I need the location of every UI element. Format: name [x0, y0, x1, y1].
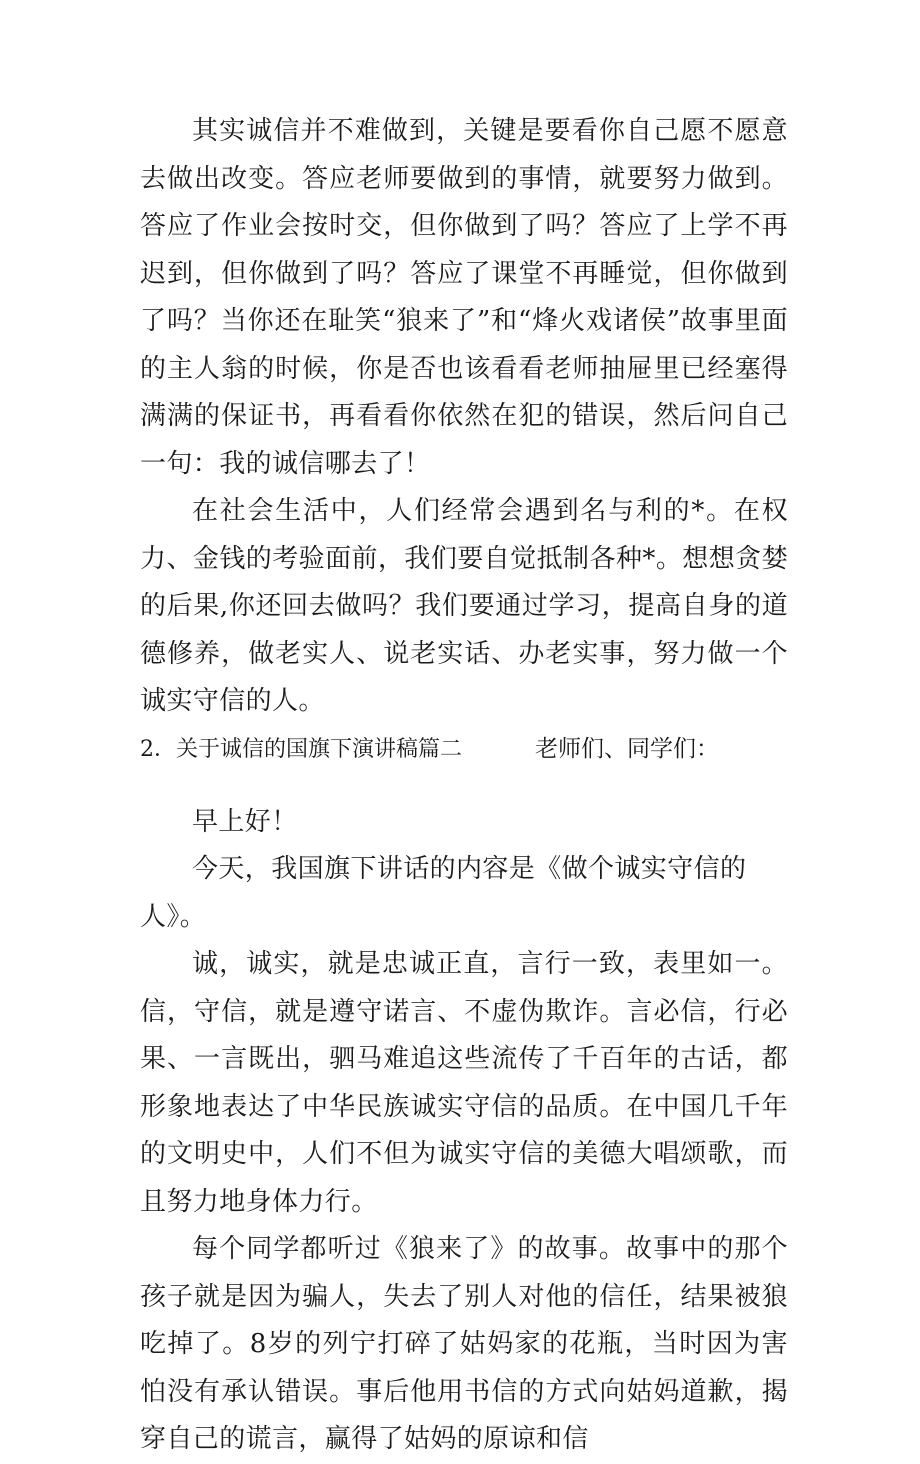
section-title: 2．关于诚信的国旗下演讲稿篇二: [140, 736, 462, 762]
speech-greeting: 老师们、同学们：: [535, 735, 719, 762]
document-body: [140, 108, 788, 1464]
body-paragraph: 今天，我国旗下讲话的内容是《做个诚实守信的人》。: [140, 854, 747, 932]
body-paragraph: 其实诚信并不难做到，关键是要看你自己愿不愿意去做出改变。答应老师要做到的事情，就要努力做到。答应了作业会按时交，但你做到了吗？答应了上学不再迟到，但你做到了吗？答应了课堂不再睡觉，但你做到了吗？当你还在耻笑“狼来了”和“烽火戏诸侯”故事里面的主人翁的时候，你是否也该看看老师抽屉里已经塞得满满的保证书，再看看你依然在犯的错误，然后问自己一句：我的诚信哪去了！: [140, 116, 788, 479]
body-paragraph: 每个同学都听过《狼来了》的故事。故事中的那个孩子就是因为骗人，失去了别人对他的信任，结果被狼吃掉了。8岁的列宁打碎了姑妈家的花瓶，当时因为害怕没有承认错误。事后他用书信的方式向姑妈道歉，揭穿自己的谎言，赢得了姑妈的原谅和信: [140, 1234, 788, 1454]
body-paragraph: 诚，诚实，就是忠诚正直，言行一致，表里如一。信，守信，就是遵守诺言、不虚伪欺诈。言必信，行必果、一言既出，驷马难追这些流传了千百年的古话，都形象地表达了中华民族诚实守信的品质。在中国几千年的文明史中，人们不但为诚实守信的美德大唱颂歌，而且努力地身体力行。: [140, 949, 788, 1217]
blank-line: [140, 773, 788, 799]
body-paragraph: 在社会生活中，人们经常会遇到名与利的*。在权力、金钱的考验面前，我们要自觉抵制各种*。想想贪婪的后果,你还回去做吗？我们要通过学习，提高自身的道德修养，做老实人、说老实话、办老实事，努力做一个诚实守信的人。: [140, 496, 788, 716]
body-paragraph: 早上好！: [192, 806, 298, 837]
section-heading: [140, 726, 788, 773]
